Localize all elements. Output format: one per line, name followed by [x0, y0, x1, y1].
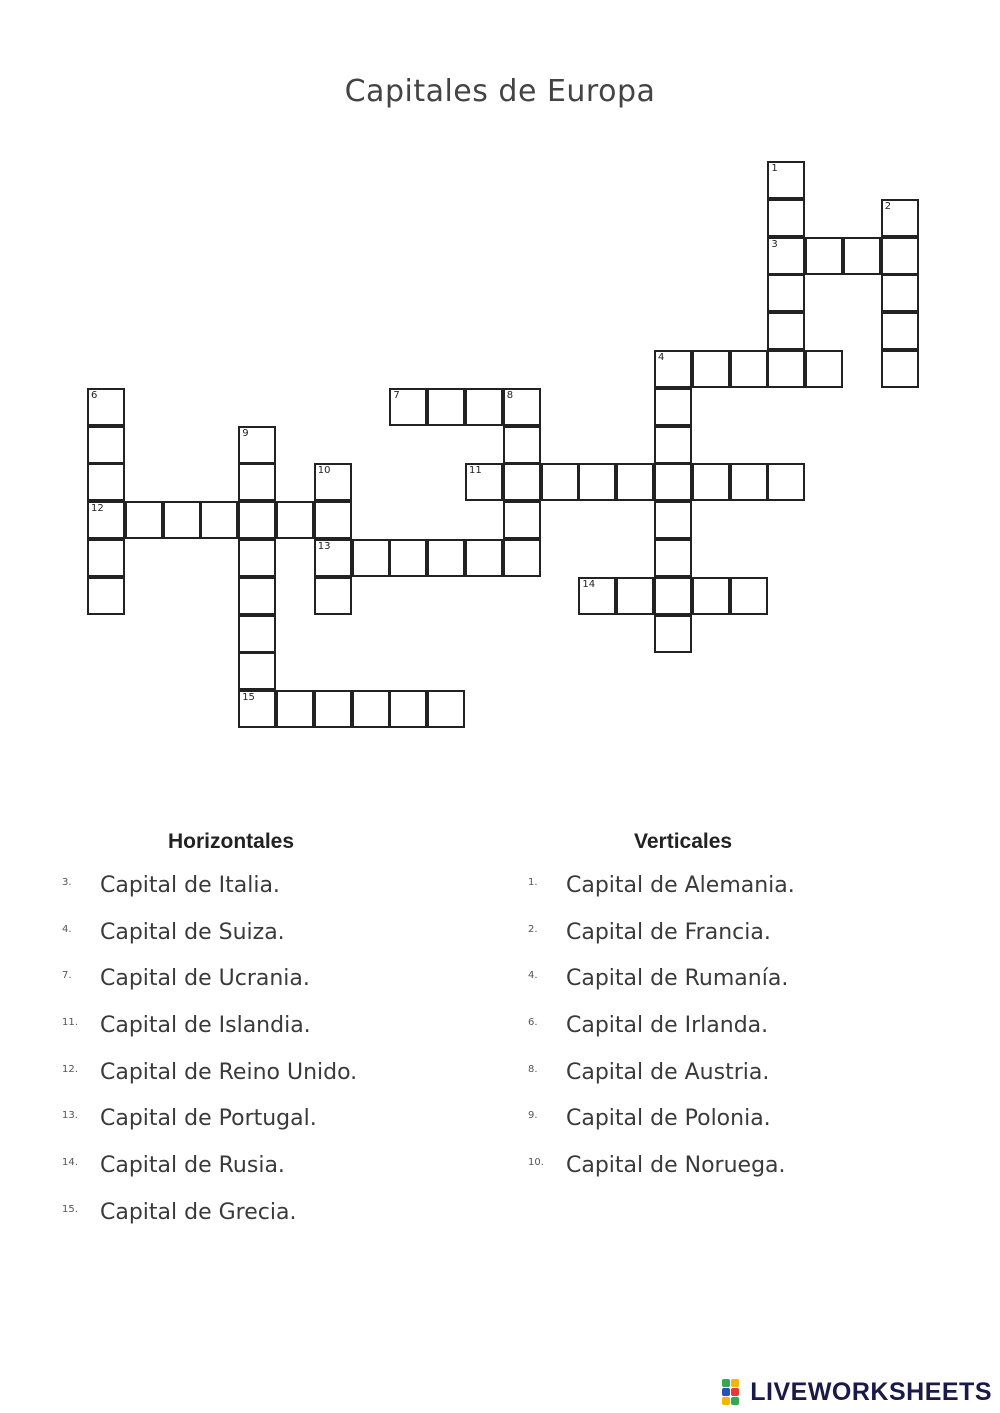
- crossword-cell[interactable]: [767, 199, 805, 237]
- cell-number: 10: [317, 465, 331, 477]
- crossword-cell[interactable]: [503, 426, 541, 464]
- cell-number: 3: [771, 238, 778, 250]
- clue-text: Capital de Alemania.: [566, 873, 795, 898]
- crossword-cell[interactable]: [238, 501, 276, 539]
- clue-text: Capital de Grecia.: [100, 1199, 297, 1225]
- crossword-cell[interactable]: [465, 463, 503, 501]
- crossword-cell[interactable]: [881, 199, 919, 237]
- crossword-cell[interactable]: [87, 388, 125, 426]
- cell-number: 15: [242, 692, 255, 704]
- crossword-cell[interactable]: [767, 350, 805, 388]
- crossword-cell[interactable]: [465, 388, 503, 426]
- clue-text: Capital de Rumanía.: [566, 966, 789, 992]
- crossword-cell[interactable]: [654, 501, 692, 539]
- crossword-cell[interactable]: [87, 463, 125, 501]
- crossword-cell[interactable]: [503, 501, 541, 539]
- crossword-cell[interactable]: [238, 463, 276, 501]
- crossword-cell[interactable]: [767, 161, 805, 199]
- clue-number: 9.: [528, 1110, 538, 1122]
- clue-number: 7.: [62, 970, 72, 982]
- crossword-cell[interactable]: [389, 388, 427, 426]
- crossword-cell[interactable]: [843, 237, 881, 275]
- clue-number: 2.: [528, 923, 538, 935]
- brand-name: LIVEWORKSHEETS: [750, 1377, 992, 1406]
- clue-text: Capital de Reino Unido.: [100, 1059, 358, 1085]
- crossword-cell[interactable]: [881, 274, 919, 312]
- crossword-cell[interactable]: [314, 577, 352, 615]
- crossword-cell[interactable]: [578, 463, 616, 501]
- clue-number: 12.: [62, 1063, 78, 1075]
- crossword-cell[interactable]: [200, 501, 238, 539]
- clue-text: Capital de Portugal.: [100, 1106, 317, 1132]
- crossword-cell[interactable]: [389, 539, 427, 577]
- clue-text: Capital de Islandia.: [100, 1013, 311, 1039]
- crossword-cell[interactable]: [427, 539, 465, 577]
- clue-text: Capital de Austria.: [566, 1059, 770, 1085]
- crossword-cell[interactable]: [654, 350, 692, 388]
- crossword-cell[interactable]: [427, 388, 465, 426]
- cell-number: 4: [658, 352, 665, 363]
- crossword-cell[interactable]: [881, 237, 919, 275]
- cell-number: 12: [91, 503, 104, 515]
- clue-text: Capital de Ucrania.: [100, 966, 310, 992]
- crossword-cell[interactable]: [881, 350, 919, 388]
- crossword-cell[interactable]: [87, 426, 125, 464]
- crossword-cell[interactable]: [87, 501, 125, 539]
- crossword-cell[interactable]: [654, 463, 692, 501]
- clue-text: Capital de Francia.: [566, 919, 771, 945]
- crossword-cell[interactable]: [503, 463, 541, 501]
- crossword-cell[interactable]: [767, 237, 805, 275]
- crossword-cell[interactable]: [881, 312, 919, 350]
- liveworksheets-logo[interactable]: [722, 1377, 992, 1407]
- cell-number: 7: [393, 389, 400, 401]
- crossword-cell[interactable]: [805, 350, 843, 388]
- crossword-cell[interactable]: [276, 690, 314, 728]
- liveworksheets-logo-icon: [722, 1379, 746, 1405]
- clue-text: Capital de Noruega.: [566, 1153, 786, 1179]
- crossword-cell[interactable]: [654, 577, 692, 615]
- cell-number: 11: [469, 465, 482, 477]
- crossword-cell[interactable]: [654, 388, 692, 426]
- clue-text: Capital de Suiza.: [100, 919, 285, 945]
- crossword-cell[interactable]: [238, 426, 276, 464]
- clue-text: Capital de Italia.: [100, 873, 280, 898]
- crossword-cell[interactable]: [578, 577, 616, 615]
- crossword-cell[interactable]: [805, 237, 843, 275]
- clue-number: 14.: [62, 1157, 78, 1169]
- crossword-cell[interactable]: [314, 539, 352, 577]
- clue-number: 6.: [528, 1017, 538, 1029]
- clue-number: 8.: [528, 1063, 538, 1075]
- clue-number: 4.: [528, 970, 538, 982]
- crossword-cell[interactable]: [352, 539, 390, 577]
- cell-number: 8: [506, 389, 514, 401]
- crossword-cell[interactable]: [314, 690, 352, 728]
- cell-number: 9: [242, 427, 249, 439]
- cell-number: 14: [582, 578, 596, 590]
- crossword-cell[interactable]: [465, 539, 503, 577]
- crossword-cell[interactable]: [238, 577, 276, 615]
- crossword-cell[interactable]: [767, 312, 805, 350]
- crossword-cell[interactable]: [238, 690, 276, 728]
- crossword-cell[interactable]: [87, 539, 125, 577]
- crossword-cell[interactable]: [314, 463, 352, 501]
- crossword-cell[interactable]: [654, 615, 692, 653]
- crossword-cell[interactable]: [163, 501, 201, 539]
- crossword-cell[interactable]: [730, 350, 768, 388]
- clue-text: Capital de Polonia.: [566, 1106, 771, 1132]
- crossword-cell[interactable]: [616, 577, 654, 615]
- crossword-cell[interactable]: [276, 501, 314, 539]
- crossword-cell[interactable]: [692, 350, 730, 388]
- clue-number: 15.: [62, 1203, 78, 1215]
- crossword-cell[interactable]: [730, 577, 768, 615]
- clue-text: Capital de Irlanda.: [566, 1013, 769, 1039]
- page-title: Capitales de Europa: [344, 74, 656, 109]
- crossword-cell[interactable]: [654, 539, 692, 577]
- crossword-cell[interactable]: [238, 539, 276, 577]
- clue-number: 13.: [62, 1110, 78, 1122]
- crossword-cell[interactable]: [503, 539, 541, 577]
- cell-number: 6: [91, 389, 98, 401]
- vertical-heading: Verticales: [634, 830, 733, 853]
- clue-number: 10.: [528, 1157, 544, 1169]
- crossword-cell[interactable]: [352, 690, 390, 728]
- crossword-cell[interactable]: [314, 501, 352, 539]
- crossword-cell[interactable]: [767, 274, 805, 312]
- crossword-cell[interactable]: [692, 577, 730, 615]
- crossword-cell[interactable]: [616, 463, 654, 501]
- crossword-cell[interactable]: [692, 463, 730, 501]
- crossword-cell[interactable]: [427, 690, 465, 728]
- cell-number: 13: [317, 541, 331, 552]
- clue-number: 1.: [528, 877, 538, 888]
- crossword-cell[interactable]: [767, 463, 805, 501]
- crossword-cell[interactable]: [503, 388, 541, 426]
- crossword-cell[interactable]: [238, 652, 276, 690]
- clue-number: 11.: [62, 1017, 78, 1029]
- crossword-cell[interactable]: [238, 615, 276, 653]
- clue-number: 4.: [62, 923, 72, 935]
- crossword-cell[interactable]: [125, 501, 163, 539]
- crossword-cell[interactable]: [87, 577, 125, 615]
- crossword-cell[interactable]: [389, 690, 427, 728]
- clue-text: Capital de Rusia.: [100, 1153, 285, 1179]
- cell-number: 2: [884, 200, 892, 212]
- clue-number: 3.: [62, 877, 72, 888]
- crossword-cell[interactable]: [730, 463, 768, 501]
- crossword-cell[interactable]: [654, 426, 692, 464]
- cell-number: 1: [771, 163, 778, 174]
- crossword-cell[interactable]: [541, 463, 579, 501]
- horizontal-heading: Horizontales: [168, 830, 295, 853]
